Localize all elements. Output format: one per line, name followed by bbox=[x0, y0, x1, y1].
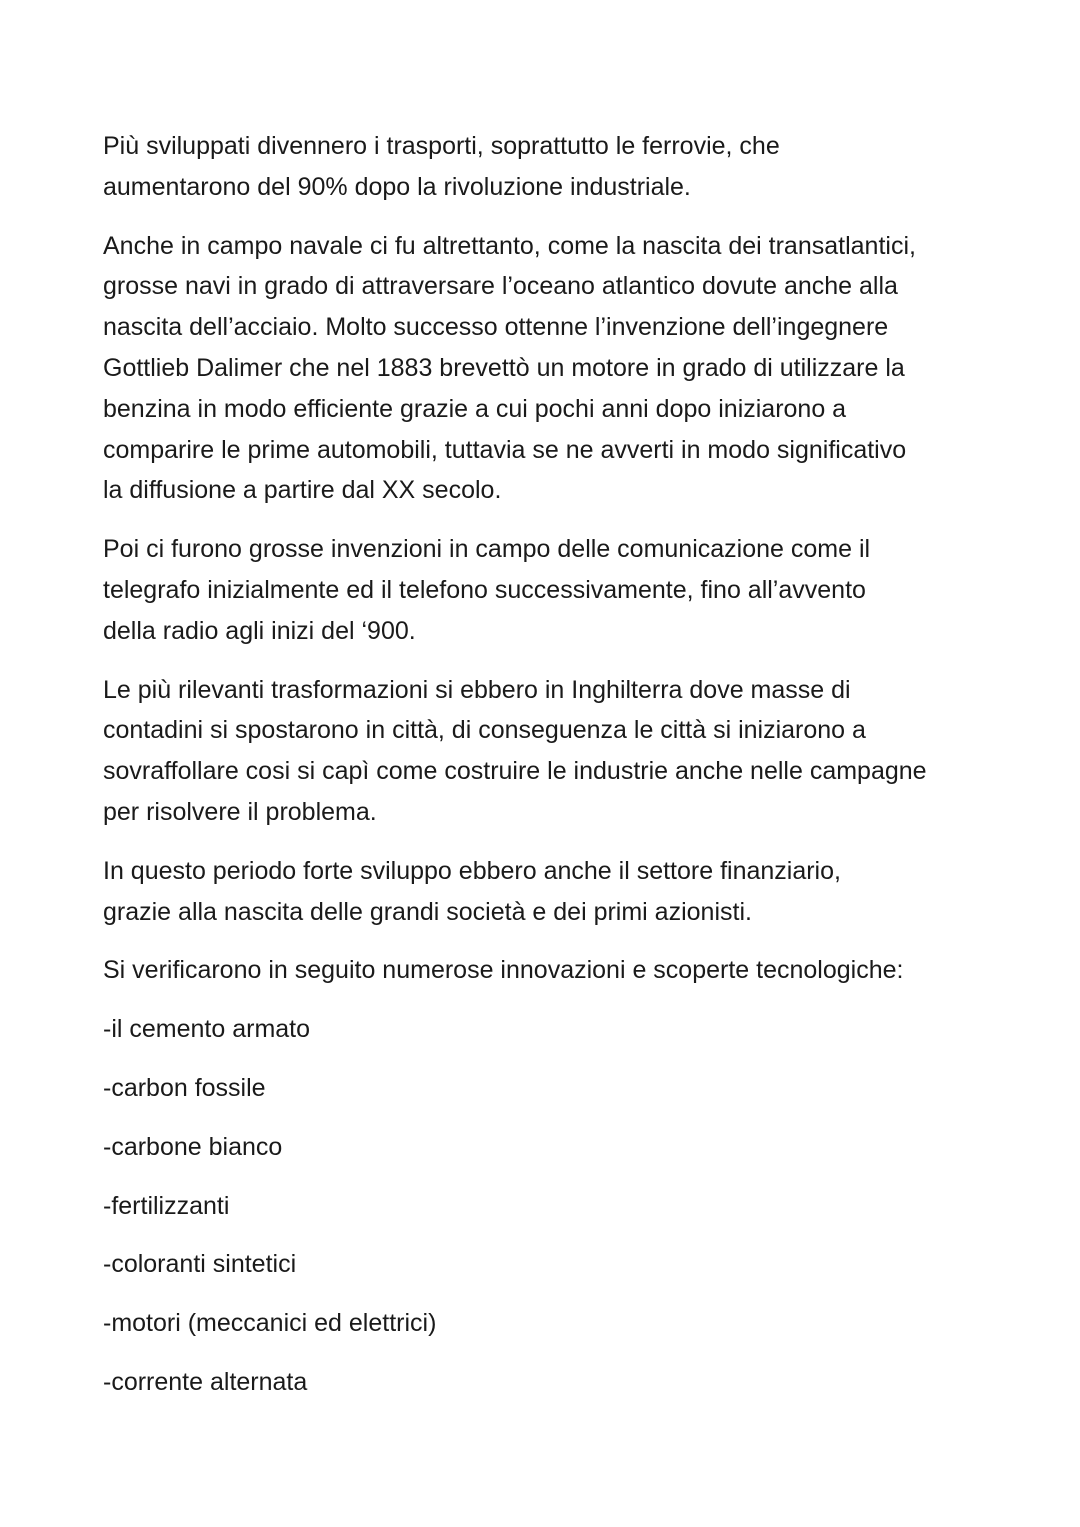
text-line: In questo periodo forte sviluppo ebbero anche il settore finanziario, bbox=[103, 856, 841, 885]
paragraph-communications bbox=[103, 529, 1003, 651]
text-line: benzina in modo efficiente grazie a cui pochi anni dopo iniziarono a bbox=[103, 394, 847, 423]
list-item: -corrente alternata bbox=[103, 1367, 308, 1396]
text-line: contadini si spostarono in città, di conseguenza le città si iniziarono a bbox=[103, 716, 866, 745]
text-line: telegrafo inizialmente ed il telefono successivamente, fino all’avvento bbox=[103, 575, 866, 604]
text-line: Poi ci furono grosse invenzioni in campo delle comunicazione come il bbox=[103, 535, 871, 564]
innovations-list bbox=[103, 1009, 1003, 1403]
list-item: -motori (meccanici ed elettrici) bbox=[103, 1309, 437, 1338]
text-line: Anche in campo navale ci fu altrettanto, come la nascita dei transatlantici, bbox=[103, 231, 916, 260]
text-line: sovraffollare cosi si capì come costruire le industrie anche nelle campagne bbox=[103, 757, 927, 786]
document-body bbox=[103, 126, 1003, 1403]
text-line: aumentarono del 90% dopo la rivoluzione industriale. bbox=[103, 172, 691, 201]
list-item: -carbone bianco bbox=[103, 1132, 283, 1161]
text-line: per risolvere il problema. bbox=[103, 797, 377, 826]
text-line: Le più rilevanti trasformazioni si ebbero in Inghilterra dove masse di bbox=[103, 675, 851, 704]
paragraph-naval bbox=[103, 226, 1003, 512]
text-line: grazie alla nascita delle grandi società e dei primi azionisti. bbox=[103, 897, 752, 926]
paragraph-finance bbox=[103, 851, 1003, 933]
text-line: Gottlieb Dalimer che nel 1883 brevettò un motore in grado di utilizzare la bbox=[103, 353, 905, 382]
text-line: la diffusione a partire dal XX secolo. bbox=[103, 476, 502, 505]
list-item: -fertilizzanti bbox=[103, 1191, 230, 1220]
paragraph-transport bbox=[103, 126, 1003, 208]
text-line: Più sviluppati divennero i trasporti, soprattutto le ferrovie, che bbox=[103, 132, 780, 160]
list-item: -carbon fossile bbox=[103, 1073, 266, 1102]
paragraph-england bbox=[103, 670, 1003, 833]
text-line: della radio agli inizi del ‘900. bbox=[103, 616, 416, 645]
list-item: -il cemento armato bbox=[103, 1015, 311, 1044]
text-line: nascita dell’acciaio. Molto successo ottenne l’invenzione dell’ingegnere bbox=[103, 313, 889, 342]
list-item: -coloranti sintetici bbox=[103, 1250, 297, 1279]
text-line: grosse navi in grado di attraversare l’oceano atlantico dovute anche alla bbox=[103, 272, 898, 301]
text-line: comparire le prime automobili, tuttavia se ne avverti in modo significativo bbox=[103, 435, 907, 464]
innovations-intro: Si verificarono in seguito numerose innovazioni e scoperte tecnologiche: bbox=[103, 956, 904, 985]
